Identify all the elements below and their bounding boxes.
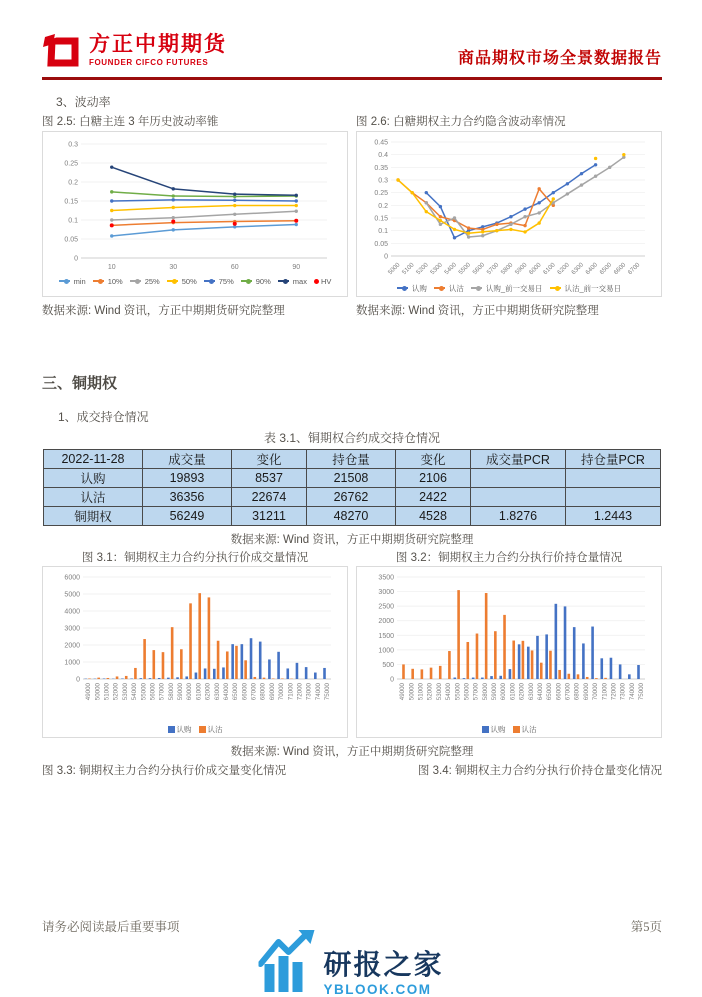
table-cell: 认购 [44,468,143,487]
fig33-caption: 图 3.3: 铜期权主力合约分执行价成交量变化情况 [42,762,286,778]
svg-text:56000: 56000 [149,682,156,700]
legend-swatch-icon [482,726,489,733]
legend-label: 10% [108,277,123,286]
table-cell: 8537 [232,468,307,487]
svg-text:50000: 50000 [408,682,415,700]
legend-swatch-icon [402,286,407,291]
svg-text:5300: 5300 [429,261,444,276]
report-title: 商品期权市场全景数据报告 [458,45,662,70]
svg-text:65000: 65000 [232,682,239,700]
svg-text:10: 10 [108,264,116,271]
table-cell: 22674 [232,487,307,506]
svg-text:6100: 6100 [542,261,557,276]
svg-text:58000: 58000 [482,682,489,700]
source-note-fig26: 数据来源: Wind 资讯，方正中期期货研究院整理 [356,302,662,318]
header-divider [42,77,662,80]
svg-text:54000: 54000 [131,682,138,700]
legend-swatch-icon [168,726,175,733]
svg-text:64000: 64000 [223,682,230,700]
table-head [44,449,661,468]
table-header-cell: 成交量 [143,449,232,468]
legend-swatch-icon [439,286,444,291]
table-cell: 认沽 [44,487,143,506]
svg-text:63000: 63000 [214,682,221,700]
line-charts-row [42,131,662,297]
chart-implied-volatility [356,131,662,297]
svg-text:6200: 6200 [556,261,571,276]
svg-text:6600: 6600 [613,261,628,276]
svg-text:0.25: 0.25 [64,160,78,167]
fig26-caption: 图 2.6: 白糖期权主力合约隐含波动率情况 [356,115,662,131]
svg-text:60: 60 [231,264,239,271]
svg-text:64000: 64000 [537,682,544,700]
table-cell [471,487,566,506]
svg-text:68000: 68000 [260,682,267,700]
svg-text:73000: 73000 [306,682,313,700]
legend-swatch-icon [513,726,520,733]
svg-text:0.1: 0.1 [68,217,78,224]
svg-text:6000: 6000 [528,261,543,276]
svg-text:0: 0 [384,253,388,260]
fig31-caption: 图 3.1：铜期权主力合约分执行价成交量情况 [42,551,348,567]
fig34-captions-row [42,762,662,778]
table-cell: 26762 [307,487,396,506]
table-cell: 2422 [396,487,471,506]
svg-text:52000: 52000 [427,682,434,700]
bar-charts-row [42,566,662,738]
legend-swatch-icon [135,279,140,284]
svg-text:4000: 4000 [64,609,80,616]
svg-text:71000: 71000 [287,682,294,700]
table-cell: 56249 [143,506,232,525]
svg-text:65000: 65000 [546,682,553,700]
table-row [44,506,661,525]
svg-text:74000: 74000 [315,682,322,700]
legend-swatch-icon [555,286,560,291]
legend-swatch-icon [209,279,214,284]
svg-text:0.05: 0.05 [374,240,388,247]
svg-text:53000: 53000 [436,682,443,700]
svg-text:60000: 60000 [500,682,507,700]
legend-item [241,277,271,286]
logo-name-en: FOUNDER CIFCO FUTURES [89,58,227,67]
legend-label: 50% [182,277,197,286]
svg-text:49000: 49000 [85,682,92,700]
fig2-captions-row [42,115,662,131]
svg-text:3500: 3500 [378,575,394,582]
svg-text:5000: 5000 [64,592,80,599]
legend-label: 认沽 [449,283,464,294]
svg-text:63000: 63000 [528,682,535,700]
svg-text:60000: 60000 [186,682,193,700]
svg-text:5700: 5700 [486,261,501,276]
svg-text:59000: 59000 [491,682,498,700]
source-note-table: 数据来源: Wind 资讯，方正中期期货研究院整理 [42,531,662,547]
svg-text:75000: 75000 [324,682,331,700]
legend-item [314,277,331,286]
svg-text:6000: 6000 [64,575,80,582]
legend-item [482,724,506,735]
svg-text:3000: 3000 [378,589,394,596]
legend-swatch-icon [98,279,103,284]
svg-text:56000: 56000 [463,682,470,700]
svg-text:6700: 6700 [627,261,642,276]
chart-plot [51,136,339,276]
table-title: 表 3.1、铜期权合约成交持仓情况 [42,429,662,446]
table-cell: 2106 [396,468,471,487]
legend-item [397,283,427,294]
legend-swatch-icon [246,279,251,284]
table-cell: 36356 [143,487,232,506]
svg-text:6300: 6300 [570,261,585,276]
svg-text:51000: 51000 [104,682,111,700]
svg-text:72000: 72000 [610,682,617,700]
chart-legend [45,277,345,286]
copper-options-table [43,449,661,526]
legend-swatch-icon [199,726,206,733]
svg-text:66000: 66000 [241,682,248,700]
table-cell: 1.2443 [566,506,661,525]
chart-plot [365,571,653,723]
svg-text:0.1: 0.1 [378,228,388,235]
table-cell: 48270 [307,506,396,525]
svg-text:50000: 50000 [94,682,101,700]
legend-item [93,277,123,286]
svg-text:2000: 2000 [64,643,80,650]
table-header-cell: 成交量PCR [471,449,566,468]
legend-swatch-icon [314,279,319,284]
table-row [44,468,661,487]
legend-item [471,283,543,294]
svg-text:2500: 2500 [378,604,394,611]
svg-text:53000: 53000 [122,682,129,700]
table-cell [566,468,661,487]
svg-text:1000: 1000 [378,647,394,654]
svg-text:66000: 66000 [555,682,562,700]
company-logo [42,30,227,70]
watermark-chart-icon [258,930,316,997]
svg-text:5800: 5800 [500,261,515,276]
table-header-cell: 2022-11-28 [44,449,143,468]
svg-text:0.15: 0.15 [64,198,78,205]
chart-legend [359,283,659,294]
legend-label: 认购 [177,724,192,735]
legend-swatch-icon [283,279,288,284]
legend-item [130,277,160,286]
legend-label: 认沽 [522,724,537,735]
svg-text:0: 0 [390,677,394,684]
report-header [42,30,662,70]
svg-text:49000: 49000 [399,682,406,700]
watermark [258,930,443,997]
legend-label: 认购 [412,283,427,294]
svg-text:5900: 5900 [514,261,529,276]
table-cell: 19893 [143,468,232,487]
svg-text:62000: 62000 [205,682,212,700]
svg-text:61000: 61000 [509,682,516,700]
svg-text:54000: 54000 [445,682,452,700]
svg-text:0: 0 [76,677,80,684]
table-cell [471,468,566,487]
svg-text:51000: 51000 [418,682,425,700]
chart-volatility-cone [42,131,348,297]
svg-text:55000: 55000 [454,682,461,700]
legend-label: 90% [256,277,271,286]
table-header-cell: 持仓量 [307,449,396,468]
table-cell: 31211 [232,506,307,525]
table-header-cell: 变化 [232,449,307,468]
svg-text:58000: 58000 [168,682,175,700]
legend-item [434,283,464,294]
svg-text:68000: 68000 [574,682,581,700]
source-note-bars: 数据来源: Wind 资讯，方正中期期货研究院整理 [42,743,662,759]
legend-item [199,724,223,735]
svg-text:5400: 5400 [443,261,458,276]
volatility-heading: 3、波动率 [56,93,662,110]
svg-text:57000: 57000 [473,682,480,700]
svg-text:0.35: 0.35 [374,164,388,171]
svg-text:6400: 6400 [584,261,599,276]
svg-text:5000: 5000 [387,261,402,276]
fig34-caption: 图 3.4: 铜期权主力合约分执行价持仓量变化情况 [418,762,662,778]
chart-plot [363,136,655,282]
svg-text:1500: 1500 [378,633,394,640]
svg-text:67000: 67000 [565,682,572,700]
legend-label: 认沽_前一交易日 [565,283,622,294]
table-body [44,468,661,525]
svg-text:0.2: 0.2 [378,202,388,209]
svg-text:0.25: 0.25 [374,190,388,197]
legend-label: 认沽 [208,724,223,735]
legend-swatch-icon [64,279,69,284]
svg-text:52000: 52000 [113,682,120,700]
fig32-caption: 图 3.2：铜期权主力合约分执行价持仓量情况 [356,551,662,567]
svg-text:74000: 74000 [629,682,636,700]
legend-swatch-icon [476,286,481,291]
fig2-sources-row [42,297,662,318]
table-cell: 21508 [307,468,396,487]
svg-text:0.4: 0.4 [378,152,388,159]
watermark-name: 研报之家 [323,951,443,979]
svg-text:67000: 67000 [251,682,258,700]
svg-text:59000: 59000 [177,682,184,700]
svg-text:70000: 70000 [278,682,285,700]
legend-item [167,277,197,286]
source-note-fig25: 数据来源: Wind 资讯，方正中期期货研究院整理 [42,302,348,318]
fig3-captions-row [42,551,662,567]
table-header-cell: 变化 [396,449,471,468]
svg-text:500: 500 [382,662,394,669]
logo-text [89,33,227,67]
svg-text:69000: 69000 [583,682,590,700]
chart-volume-by-strike [42,566,348,738]
watermark-text [323,951,443,997]
svg-text:5500: 5500 [457,261,472,276]
page-number: 第5页 [631,917,662,935]
legend-label: 认购_前一交易日 [486,283,543,294]
legend-label: min [74,277,86,286]
svg-text:70000: 70000 [592,682,599,700]
table-cell: 4528 [396,506,471,525]
svg-text:5600: 5600 [471,261,486,276]
svg-text:5200: 5200 [415,261,430,276]
legend-label: 认购 [491,724,506,735]
svg-text:0.3: 0.3 [378,177,388,184]
legend-item [59,277,86,286]
svg-text:0.2: 0.2 [68,179,78,186]
legend-item [168,724,192,735]
founder-logo-icon [42,30,82,70]
svg-text:2000: 2000 [378,618,394,625]
copper-section-heading: 三、铜期权 [42,372,662,393]
legend-item [204,277,234,286]
svg-text:0.15: 0.15 [374,215,388,222]
legend-swatch-icon [172,279,177,284]
svg-text:3000: 3000 [64,626,80,633]
svg-text:0: 0 [74,255,78,262]
legend-label: HV [321,277,331,286]
svg-text:71000: 71000 [601,682,608,700]
legend-item [550,283,622,294]
svg-text:61000: 61000 [195,682,202,700]
chart-plot [51,571,339,723]
table-cell: 1.8276 [471,506,566,525]
svg-text:0.05: 0.05 [64,236,78,243]
chart-openinterest-by-strike [356,566,662,738]
svg-text:73000: 73000 [620,682,627,700]
table-cell: 铜期权 [44,506,143,525]
svg-text:55000: 55000 [140,682,147,700]
svg-text:6500: 6500 [598,261,613,276]
svg-text:0.45: 0.45 [374,139,388,146]
svg-text:75000: 75000 [638,682,645,700]
legend-item [513,724,537,735]
legend-item [278,277,307,286]
logo-name-cn: 方正中期期货 [89,33,227,56]
copper-subheading: 1、成交持仓情况 [58,408,662,425]
svg-text:5100: 5100 [401,261,416,276]
table-header-cell: 持仓量PCR [566,449,661,468]
svg-text:30: 30 [169,264,177,271]
svg-text:57000: 57000 [159,682,166,700]
svg-text:1000: 1000 [64,660,80,667]
svg-text:69000: 69000 [269,682,276,700]
legend-label: 25% [145,277,160,286]
svg-text:0.3: 0.3 [68,141,78,148]
legend-label: max [293,277,307,286]
svg-text:62000: 62000 [519,682,526,700]
table-row [44,487,661,506]
legend-label: 75% [219,277,234,286]
table-cell [566,487,661,506]
chart-legend [359,724,659,735]
footer-disclaimer: 请务必阅读最后重要事项 [42,917,180,935]
fig25-caption: 图 2.5: 白糖主连 3 年历史波动率锥 [42,115,348,131]
watermark-site: YBLOOK.COM [323,982,443,997]
svg-text:90: 90 [292,264,300,271]
svg-text:72000: 72000 [296,682,303,700]
chart-legend [45,724,345,735]
